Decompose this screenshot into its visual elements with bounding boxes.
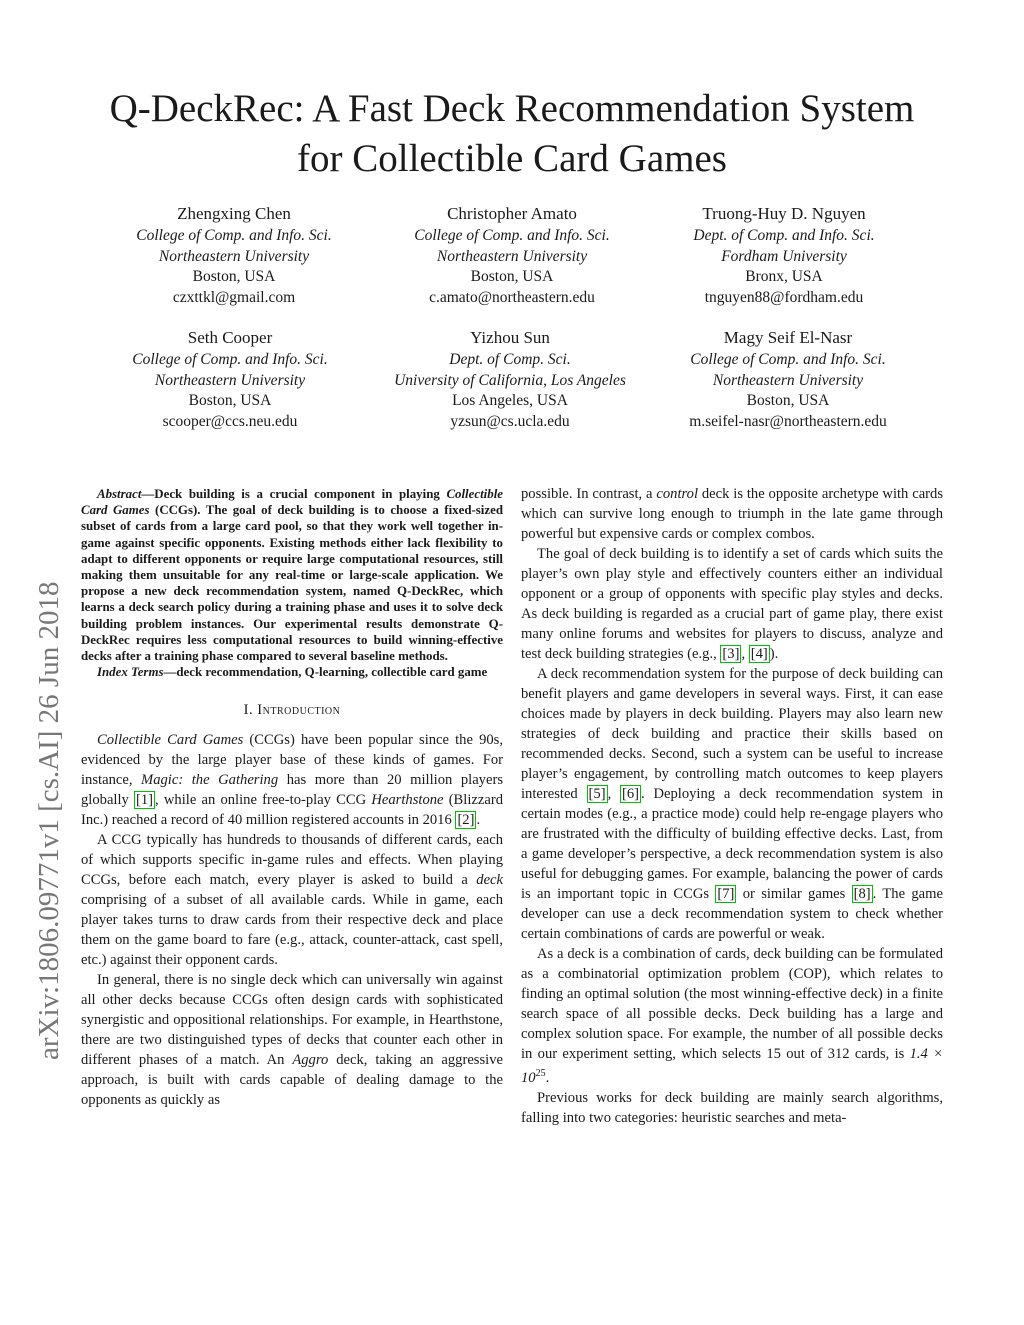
author-dept: College of Comp. and Info. Sci.	[690, 351, 886, 368]
author-dept: Dept. of Comp. and Info. Sci.	[693, 227, 875, 244]
author-location: Los Angeles, USA	[452, 392, 568, 409]
author-name: Christopher Amato	[447, 204, 577, 223]
intro-paragraph-2: A CCG typically has hundreds to thousands of different cards, each of which supports specific in-game rules and effects. When playing CCGs, before each match, every player is asked to build a deck comprising of a subset of all available cards. While in game, each player takes turns to draw cards from their respective deck and place them on the game board to fare (e.g., attack, counter-attack, cast spell, etc.) against their opponent cards.	[81, 832, 503, 969]
author-block-cooper	[80, 327, 380, 432]
intro-paragraph-1: Collectible Card Games (CCGs) have been popular since the 90s, evidenced by the large player base of these kinds of games. For instance, Magic: the Gathering has more than 20 million players globally [1] , while an online free-to-play CCG Hearthstone (Blizzard Inc.) reached a record of 40 million registered accounts in 2016 [2] .	[81, 732, 504, 829]
citation-link[interactable]: [5]	[588, 786, 606, 802]
author-university: Northeastern University	[154, 371, 306, 389]
citation-link[interactable]: [4]	[750, 646, 768, 662]
author-block-amato	[362, 203, 662, 308]
author-name: Truong-Huy D. Nguyen	[702, 204, 866, 223]
author-university: Fordham University	[721, 247, 847, 265]
section-heading-introduction: I. Introduction	[243, 702, 341, 719]
author-location: Bronx, USA	[745, 268, 823, 285]
math-expression: 1.4 × 10	[521, 1046, 943, 1086]
right-column	[521, 484, 943, 1128]
body-paragraph-goal: The goal of deck building is to identify a set of cards which suits the player’s own play style and effectively counters either an individual opponent or a group of opponents with specific play styles and decks. As deck building is regarded as a crucial part of game play, there exist many online forums and websites for players to discuss, analyze and test deck building strategies (e.g., [3] , [4] ).	[521, 546, 943, 662]
body-paragraph-cont: possible. In contrast, a control deck is the opposite archetype with cards which can survive long enough to triumph in the late game through powerful but expensive cards or complex combos.	[521, 486, 944, 542]
paper-title	[0, 84, 1024, 184]
author-email[interactable]: m.seifel-nasr@northeastern.edu	[689, 412, 887, 430]
author-email[interactable]: c.amato@northeastern.edu	[429, 288, 595, 306]
citation-link[interactable]: [2]	[457, 812, 475, 829]
math-exponent: 25	[535, 1068, 546, 1079]
citation-link[interactable]: [8]	[853, 886, 871, 902]
index-terms: Index Terms—deck recommendation, Q-learning, collectible card game	[97, 665, 488, 680]
left-column	[81, 486, 503, 1110]
title-line-2: for Collectible Card Games	[297, 137, 727, 180]
abstract-label: Abstract	[97, 487, 142, 501]
author-name: Magy Seif El-Nasr	[723, 328, 853, 347]
citation-link[interactable]: [1]	[136, 792, 154, 809]
body-paragraph-cop: As a deck is a combination of cards, deck building can be formulated as a combinatorial optimization problem (COP), which relates to finding an optimal solution (the most winning-effective deck) in a finite search space of all possible decks. Deck building has a large and complex solution space. For example, the number of all possible decks in our experiment setting, which selects 15 out of 312 cards, is $1.4 \times 10^{25}$.	[521, 946, 943, 1086]
arxiv-stamp: arXiv:1806.09771v1 [cs.AI] 26 Jun 2018	[33, 581, 65, 1060]
index-terms-label: Index Terms	[97, 665, 164, 680]
abstract: Abstract—Deck building is a crucial component in playing Collectible Card Games (CCGs). The goal of deck building is to choose a fixed-sized subset of cards from a large card pool, so that they work well together in-game against specific opponents. Existing methods either lack flexibility to adapt to different opponents or require large computational resources, still making them unsuitable for any real-time or large-scale application. We propose a new deck recommendation system, named Q-DeckRec, which learns a deck search policy during a training phase and uses it to solve deck building problem instances. Our experimental results demonstrate Q-DeckRec requires less computational resources to build winning-effective decks after a training phase compared to several baseline methods. Index Terms—deck recommendation, Q-learning, collectible card game	[81, 487, 504, 680]
author-email[interactable]: tnguyen88@fordham.edu	[704, 288, 864, 306]
body-paragraph-previous: Previous works for deck building are mainly search algorithms, falling into two categories: heuristic searches and meta-	[521, 1089, 943, 1126]
author-dept: College of Comp. and Info. Sci.	[136, 227, 332, 244]
author-dept: College of Comp. and Info. Sci.	[132, 351, 328, 368]
citation-link[interactable]: [7]	[717, 886, 735, 902]
author-dept: Dept. of Comp. Sci.	[449, 351, 571, 368]
author-email[interactable]: czxttkl@gmail.com	[172, 288, 296, 306]
body-paragraph-recsys: A deck recommendation system for the purpose of deck building can benefit players and game developers in several ways. First, it can ease choices made by players in deck building. Players may also learn new strategies of deck building and practice their skills based on recommended decks. Second, such a system can be useful to increase player’s engagement, by controlling match outcomes to keep players interested [5] , [6] . Deploying a deck recommendation system in certain modes (e.g., a practice mode) could help re-engage players who are frustrated with the difficulty of building effective decks. Last, from a game developer’s perspective, a deck recommendation system is also useful for debugging games. For example, balancing the power of cards is an important topic in CCGs [7] or similar games [8] . The game developer can use a deck recommendation system to check whether certain combinations of cards are powerful or weak.	[521, 666, 943, 942]
author-name: Seth Cooper	[187, 328, 273, 347]
author-block-seif-el-nasr	[638, 327, 938, 432]
author-university: Northeastern University	[158, 247, 310, 265]
author-dept: College of Comp. and Info. Sci.	[414, 227, 610, 244]
title-line-1: Q-DeckRec: A Fast Deck Recommendation System	[109, 87, 915, 130]
author-university: University of California, Los Angeles	[394, 371, 626, 389]
author-block-chen	[84, 203, 384, 308]
citation-link[interactable]: [6]	[622, 786, 640, 802]
author-university: Northeastern University	[712, 371, 864, 389]
author-name: Zhengxing Chen	[177, 204, 291, 223]
intro-paragraph-3: In general, there is no single deck which can universally win against all other decks because CCGs often design cards with sophisticated synergistic and oppositional relationships. For example, in Hearthstone, there are two distinguished types of decks that counter each other in different phases of a match. An Aggro deck, taking an aggressive approach, is built with cards capable of dealing damage to the opponents as quickly as	[81, 972, 503, 1109]
author-block-nguyen	[634, 203, 934, 308]
author-email[interactable]: scooper@ccs.neu.edu	[162, 412, 298, 430]
author-location: Boston, USA	[188, 392, 272, 409]
author-block-sun	[360, 327, 660, 432]
author-university: Northeastern University	[436, 247, 588, 265]
author-email[interactable]: yzsun@cs.ucla.edu	[450, 412, 570, 430]
author-location: Boston, USA	[470, 268, 554, 285]
citation-link[interactable]: [3]	[722, 646, 740, 662]
author-name: Yizhou Sun	[470, 328, 550, 347]
author-location: Boston, USA	[192, 268, 276, 285]
author-location: Boston, USA	[746, 392, 830, 409]
